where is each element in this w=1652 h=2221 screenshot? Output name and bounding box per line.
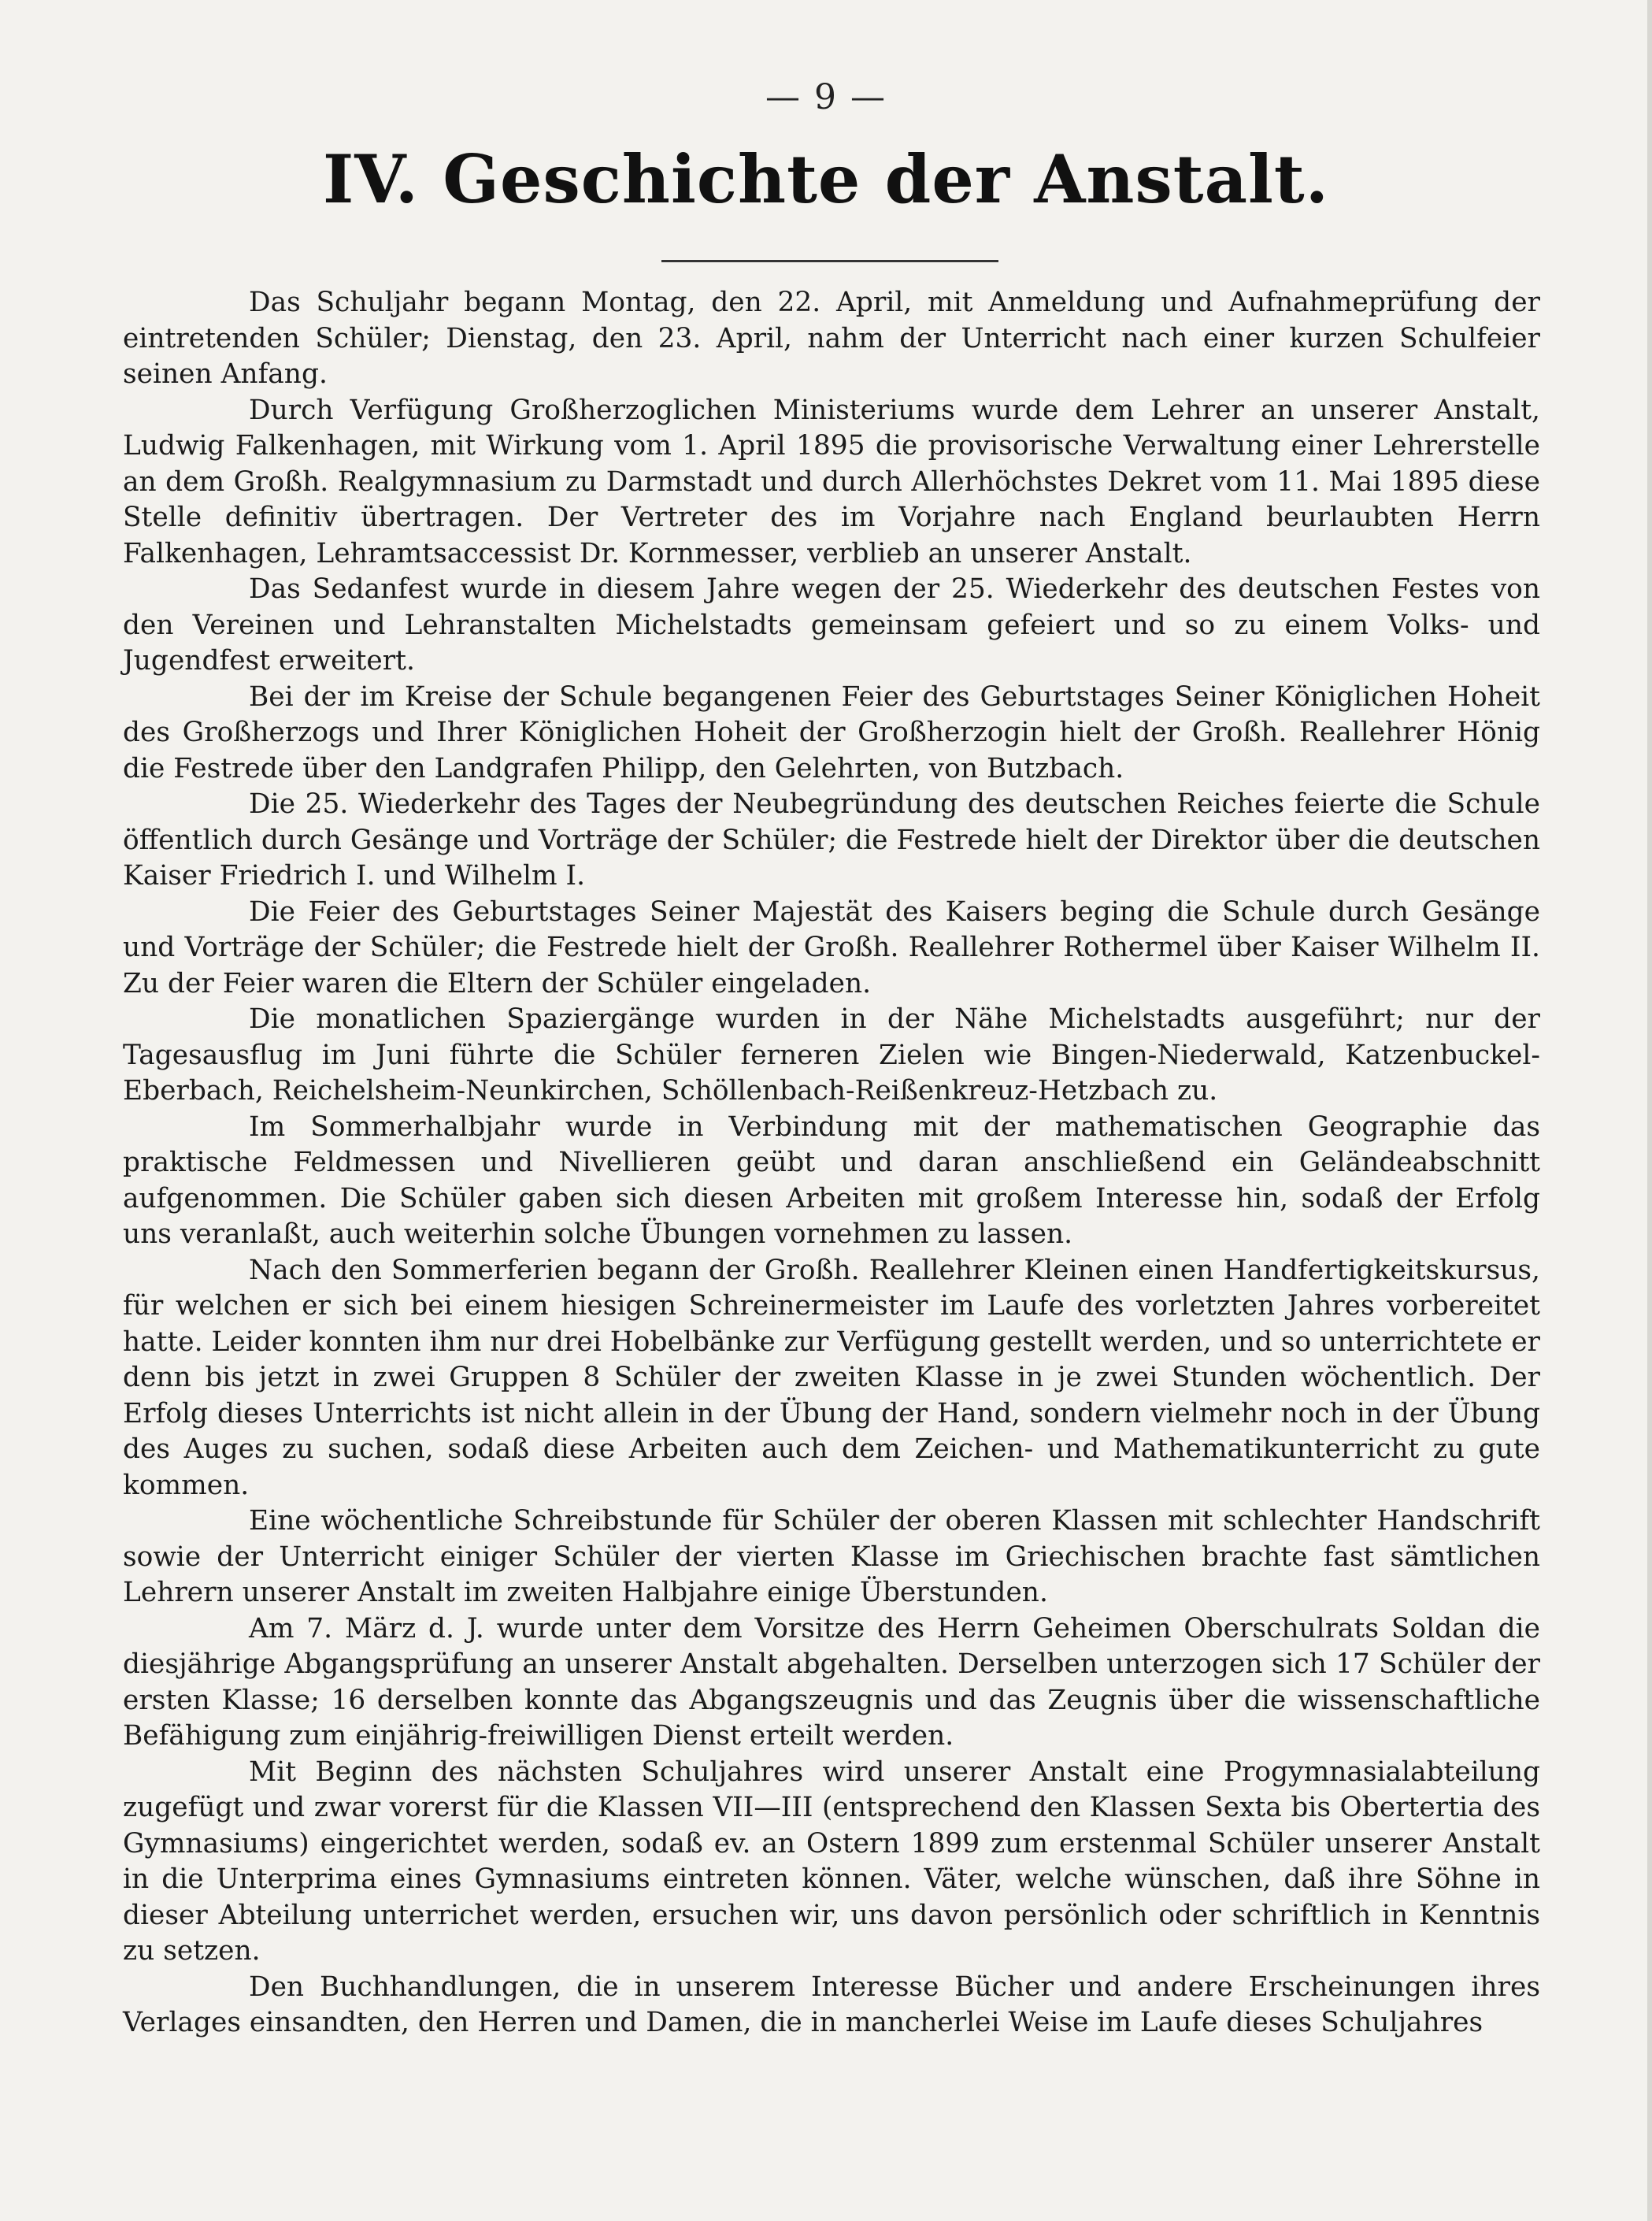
paragraph: Nach den Sommerferien begann der Großh. Reallehrer Kleinen einen Handfertigkeitskursus, für welchen er sich bei einem hiesigen Schreinermeister im Laufe des vorletzten Jahres vorbereitet hatte. Leider konnten ihm nur drei Hobelbänke zur Verfügung gestellt werden, und so unterrichtete er denn bis jetzt in zwei Gruppen 8 Schüler der zweiten Klasse in je zwei Stunden wöchentlich. Der Erfolg dieses Unterrichts ist nicht allein in der Übung der Hand, sondern vielmehr noch in der Übung des Auges zu suchen, sodaß diese Arbeiten auch dem Zeichen- und Mathematikunterricht zu gute kommen. — [123, 1254, 1540, 1501]
body-text — [123, 285, 1540, 2041]
paragraph: Den Buchhandlungen, die in unserem Interesse Bücher und andere Erscheinungen ihres Verlages einsandten, den Herren und Damen, die in mancherlei Weise im Laufe dieses Schuljahres — [123, 1971, 1540, 2038]
paragraph: Am 7. März d. J. wurde unter dem Vorsitze des Herrn Geheimen Oberschulrats Soldan die diesjährige Abgangsprüfung an unserer Anstalt abgehalten. Derselben unterzogen sich 17 Schüler der ersten Klasse; 16 derselben konnte das Abgangszeugnis und das Zeugnis über die wissenschaftliche Befähigung zum einjährig-freiwilligen Dienst erteilt werden. — [123, 1612, 1540, 1752]
paragraph: Die Feier des Geburtstages Seiner Majestät des Kaisers beging die Schule durch Gesänge und Vorträge der Schüler; die Festrede hielt der Großh. Reallehrer Rothermel über Kaiser Wilhelm II. Zu der Feier waren die Eltern der Schüler eingeladen. — [123, 895, 1540, 999]
paragraph: Das Schuljahr begann Montag, den 22. April, mit Anmeldung und Aufnahmeprüfung der eintretenden Schüler; Dienstag, den 23. April, nahm der Unterricht nach einer kurzen Schulfeier seinen Anfang. — [123, 287, 1540, 390]
paragraph: Im Sommerhalbjahr wurde in Verbindung mit der mathematischen Geographie das praktische Feldmessen und Nivellieren geübt und daran anschließend ein Geländeabschnitt aufgenommen. Die Schüler gaben sich diesen Arbeiten mit großem Interesse hin, sodaß der Erfolg uns veranlaßt, auch weiterhin solche Übungen vornehmen zu lassen. — [123, 1110, 1540, 1250]
page-number: — 9 — — [765, 77, 887, 117]
section-heading: IV. Geschichte der Anstalt. — [323, 140, 1329, 218]
paragraph: Durch Verfügung Großherzoglichen Ministeriums wurde dem Lehrer an unserer Anstalt, Ludwig Falkenhagen, mit Wirkung vom 1. April 1895 die provisorische Verwaltung einer Lehrerstelle an dem Großh. Realgymnasium zu Darmstadt und durch Allerhöchstes Dekret vom 11. Mai 1895 diese Stelle definitiv übertragen. Der Vertreter des im Vorjahre nach England beurlaubten Herrn Falkenhagen, Lehramtsaccessist Dr. Kornmesser, verblieb an unserer Anstalt. — [123, 394, 1540, 569]
paragraph: Die 25. Wiederkehr des Tages der Neubegründung des deutschen Reiches feierte die Schule öffentlich durch Gesänge und Vorträge der Schüler; die Festrede hielt der Direktor über die deutschen Kaiser Friedrich I. und Wilhelm I. — [123, 788, 1540, 892]
heading-rule — [661, 260, 998, 262]
paragraph: Mit Beginn des nächsten Schuljahres wird unserer Anstalt eine Progymnasialabteilung zugefügt und zwar vorerst für die Klassen VII—III (entsprechend den Klassen Sexta bis Obertertia des Gymnasiums) eingerichtet werden, sodaß ev. an Ostern 1899 zum erstenmal Schüler unserer Anstalt in die Unterprima eines Gymnasiums eintreten können. Väter, welche wünschen, daß ihre Söhne in dieser Abteilung unterrichet werden, ersuchen wir, uns davon persönlich oder schriftlich in Kenntnis zu setzen. — [123, 1756, 1540, 1967]
paragraph: Eine wöchentliche Schreibstunde für Schüler der oberen Klassen mit schlechter Handschrift sowie der Unterricht einiger Schüler der vierten Klasse im Griechischen brachte fast sämtlichen Lehrern unserer Anstalt im zweiten Halbjahre einige Überstunden. — [123, 1505, 1540, 1608]
paragraph: Das Sedanfest wurde in diesem Jahre wegen der 25. Wiederkehr des deutschen Festes von den Vereinen und Lehranstalten Michelstadts gemeinsam gefeiert und so zu einem Volks- und Jugendfest erweitert. — [123, 573, 1540, 677]
paragraph: Die monatlichen Spaziergänge wurden in der Nähe Michelstadts ausgeführt; nur der Tagesausflug im Juni führte die Schüler ferneren Zielen wie Bingen-Niederwald, Katzenbuckel-Eberbach, Reichelsheim-Neunkirchen, Schöllenbach-Reißenkreuz-Hetzbach zu. — [123, 1003, 1540, 1107]
paragraph: Bei der im Kreise der Schule begangenen Feier des Geburtstages Seiner Königlichen Hoheit des Großherzogs und Ihrer Königlichen Hoheit der Großherzogin hielt der Großh. Reallehrer Hönig die Festrede über den Landgrafen Philipp, den Gelehrten, von Butzbach. — [123, 680, 1540, 784]
